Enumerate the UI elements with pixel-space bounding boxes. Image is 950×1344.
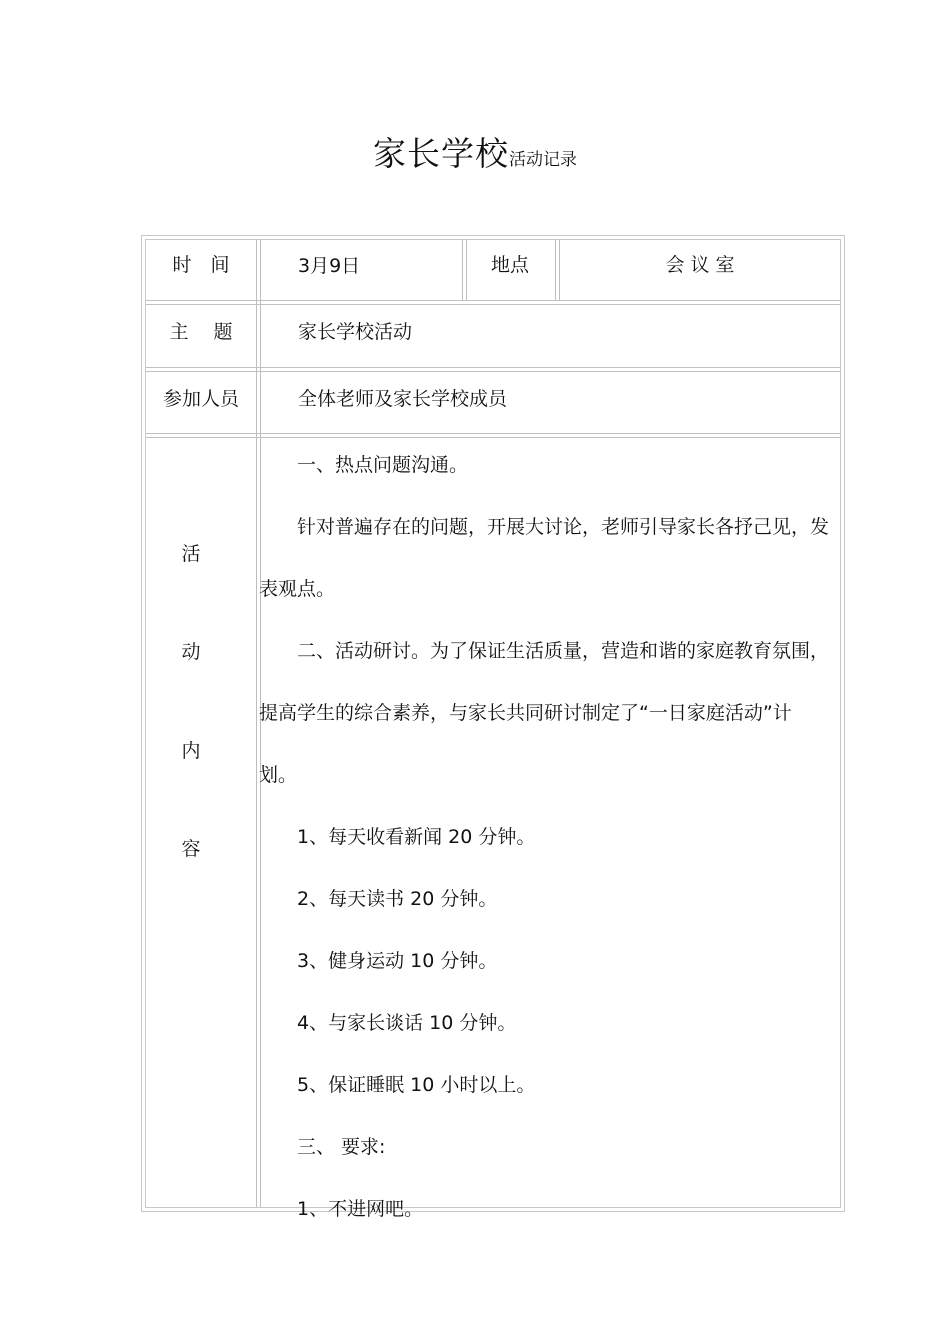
content-paragraph: 一、热点问题沟通。 — [297, 454, 469, 476]
list-item: 1、每天收看新闻 20 分钟。 — [297, 826, 536, 848]
participants-label: 参加人员 — [162, 388, 239, 410]
list-item: 2、每天读书 20 分钟。 — [297, 888, 498, 910]
list-item: 4、与家长谈话 10 分钟。 — [297, 1012, 517, 1034]
list-item: 5、保证睡眠 10 小时以上。 — [297, 1074, 536, 1096]
content-paragraph: 提高学生的综合素养，与家长共同研讨制定了“一日家庭活动”计 — [259, 702, 792, 724]
content-paragraph: 三、 要求: — [297, 1136, 386, 1158]
content-label-char: 容 — [181, 838, 201, 860]
time-value: 3月9日 — [298, 255, 361, 277]
place-label: 地点 — [490, 254, 529, 276]
theme-label: 主 题 — [169, 321, 233, 343]
list-item: 3、健身运动 10 分钟。 — [297, 950, 498, 972]
place-value: 会 议 室 — [665, 254, 735, 276]
content-paragraph: 二、活动研讨。为了保证生活质量，营造和谐的家庭教育氛围， — [297, 640, 830, 662]
content-label-char: 动 — [181, 641, 201, 663]
title-main: 家长学校 — [373, 134, 509, 173]
theme-value: 家长学校活动 — [298, 321, 413, 343]
content-paragraph: 表观点。 — [259, 578, 336, 600]
participants-value: 全体老师及家长学校成员 — [298, 388, 508, 410]
document-title — [0, 128, 950, 175]
list-item: 1、不进网吧。 — [297, 1198, 424, 1220]
content-paragraph: 划。 — [259, 764, 298, 786]
time-label: 时 间 — [172, 254, 230, 276]
row-divider — [146, 300, 840, 305]
row-divider — [146, 367, 840, 372]
activity-content — [259, 455, 839, 1240]
content-paragraph: 针对普遍存在的问题，开展大讨论，老师引导家长各抒己见，发 — [297, 516, 830, 538]
content-label-char: 内 — [181, 740, 201, 762]
title-suffix: 活动记录 — [509, 150, 577, 170]
content-label-char: 活 — [181, 543, 201, 565]
